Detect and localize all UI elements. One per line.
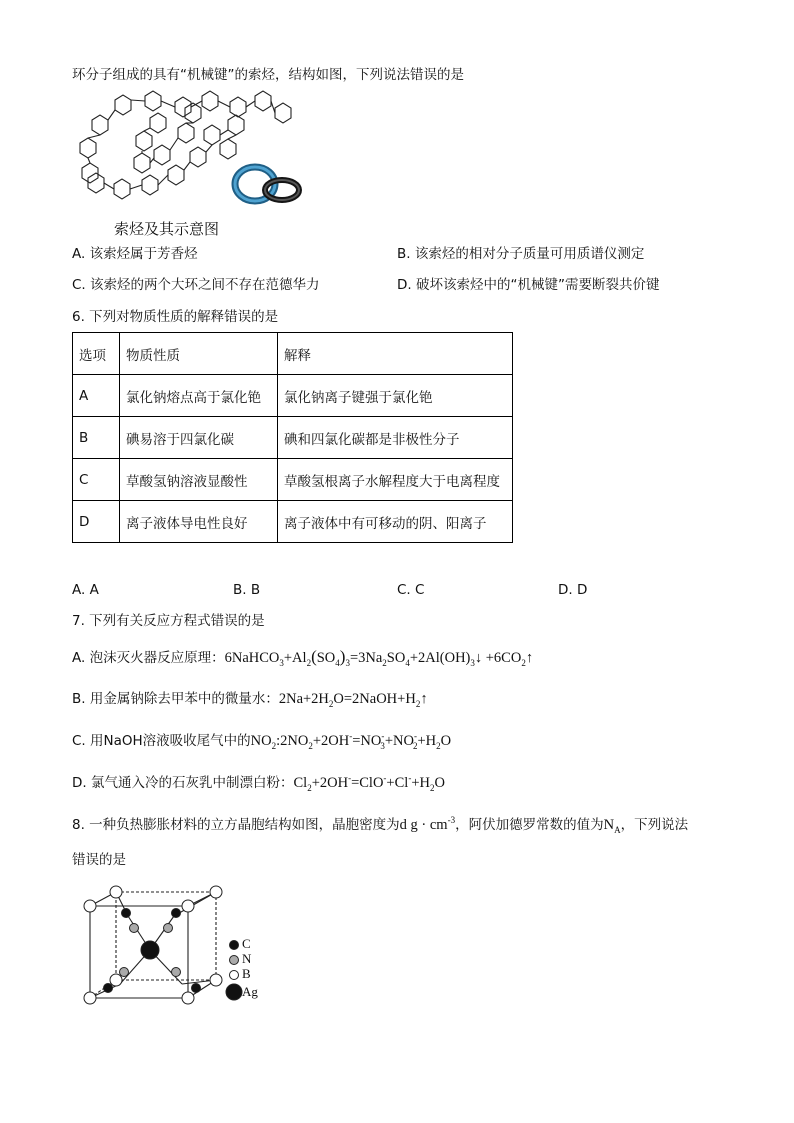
equation-a: $6NaHCO_3+Al_2(SO_4)_3=3Na_2SO_4+2Al(OH)_3↓$ $+6CO_2↑$ bbox=[224, 647, 534, 668]
table-header: 解释 bbox=[278, 333, 513, 375]
q7-option-a-label: A. 泡沫灭火器反应原理： bbox=[72, 650, 225, 666]
q6-table bbox=[72, 332, 513, 543]
table-row bbox=[73, 459, 513, 501]
q8-stem-part3: ，下列说法 bbox=[620, 817, 689, 833]
table-cell: 氯化钠熔点高于氯化铯 bbox=[120, 375, 278, 417]
q8-stem-part1: 8. 一种负热膨胀材料的立方晶胞结构如图，晶胞密度为 bbox=[72, 817, 400, 833]
table-cell: 草酸氢钠溶液显酸性 bbox=[120, 459, 278, 501]
q6-option-d: D. D bbox=[558, 582, 588, 598]
q8-stem bbox=[72, 816, 688, 834]
q7-stem: 7. 下列有关反应方程式错误的是 bbox=[72, 613, 265, 629]
q5-stem: 环分子组成的具有“机械键”的索烃，结构如图，下列说法错误的是 bbox=[72, 67, 464, 83]
q7-option-d bbox=[72, 774, 445, 792]
q5-option-c: C. 该索烃的两个大环之间不存在范德华力 bbox=[72, 277, 320, 293]
table-cell: 碘易溶于四氯化碳 bbox=[120, 417, 278, 459]
catenane-figure bbox=[70, 88, 310, 218]
equation-b: $2Na+2H_2O=2NaOH+H_2↑$ bbox=[278, 691, 428, 709]
table-row bbox=[73, 501, 513, 543]
q7-option-b-label: B. 用金属钠除去甲苯中的微量水： bbox=[72, 691, 279, 707]
table-cell: 离子液体中有可移动的阴、阳离子 bbox=[278, 501, 513, 543]
q8-stem-line2: 错误的是 bbox=[72, 852, 126, 868]
catenane-caption: 索烃及其示意图 bbox=[114, 220, 220, 238]
table-cell: B bbox=[73, 417, 120, 459]
q7-option-a bbox=[72, 648, 533, 667]
legend-b: B bbox=[242, 966, 251, 981]
avogadro-symbol: $N_A$ bbox=[603, 817, 621, 835]
legend-ag: Ag bbox=[242, 984, 258, 999]
q7-option-c-label: C. 用NaOH溶液吸收尾气中的 bbox=[72, 733, 251, 749]
q6-option-a: A. A bbox=[72, 582, 99, 598]
table-cell: 氯化钠离子键强于氯化铯 bbox=[278, 375, 513, 417]
table-cell: 离子液体导电性良好 bbox=[120, 501, 278, 543]
equation-c: $NO_2:2NO_2+2OH^-=NO^-_3+NO^-_2+H_2O$ bbox=[250, 731, 452, 751]
q8-stem-part2: ，阿伏加德罗常数的值为 bbox=[455, 817, 604, 833]
table-header: 选项 bbox=[73, 333, 120, 375]
q6-option-c: C. C bbox=[397, 582, 425, 598]
q7-option-c bbox=[72, 732, 451, 750]
q5-option-b: B. 该索烃的相对分子质量可用质谱仪测定 bbox=[397, 246, 645, 262]
density-unit: d $g \cdot cm^{-3}$ bbox=[399, 815, 456, 833]
table-cell: D bbox=[73, 501, 120, 543]
table-cell: 碘和四氯化碳都是非极性分子 bbox=[278, 417, 513, 459]
q5-option-d: D. 破坏该索烃中的“机械键”需要断裂共价键 bbox=[397, 277, 660, 293]
table-cell: 草酸氢根离子水解程度大于电离程度 bbox=[278, 459, 513, 501]
legend-n: N bbox=[242, 951, 252, 966]
table-cell: A bbox=[73, 375, 120, 417]
table-row bbox=[73, 375, 513, 417]
q6-option-b: B. B bbox=[233, 582, 261, 598]
equation-d: $Cl_2+2OH^-=ClO^-+Cl^-+H_2O$ bbox=[293, 773, 445, 793]
table-row bbox=[73, 417, 513, 459]
q5-option-a: A. 该索烃属于芳香烃 bbox=[72, 246, 198, 262]
table-header-row bbox=[73, 333, 513, 375]
q6-stem: 6. 下列对物质性质的解释错误的是 bbox=[72, 309, 279, 325]
q7-option-d-label: D. 氯气通入冷的石灰乳中制漂白粉： bbox=[72, 775, 294, 791]
table-header: 物质性质 bbox=[120, 333, 278, 375]
q7-option-b bbox=[72, 690, 428, 708]
legend-c: C bbox=[242, 936, 251, 951]
table-cell: C bbox=[73, 459, 120, 501]
